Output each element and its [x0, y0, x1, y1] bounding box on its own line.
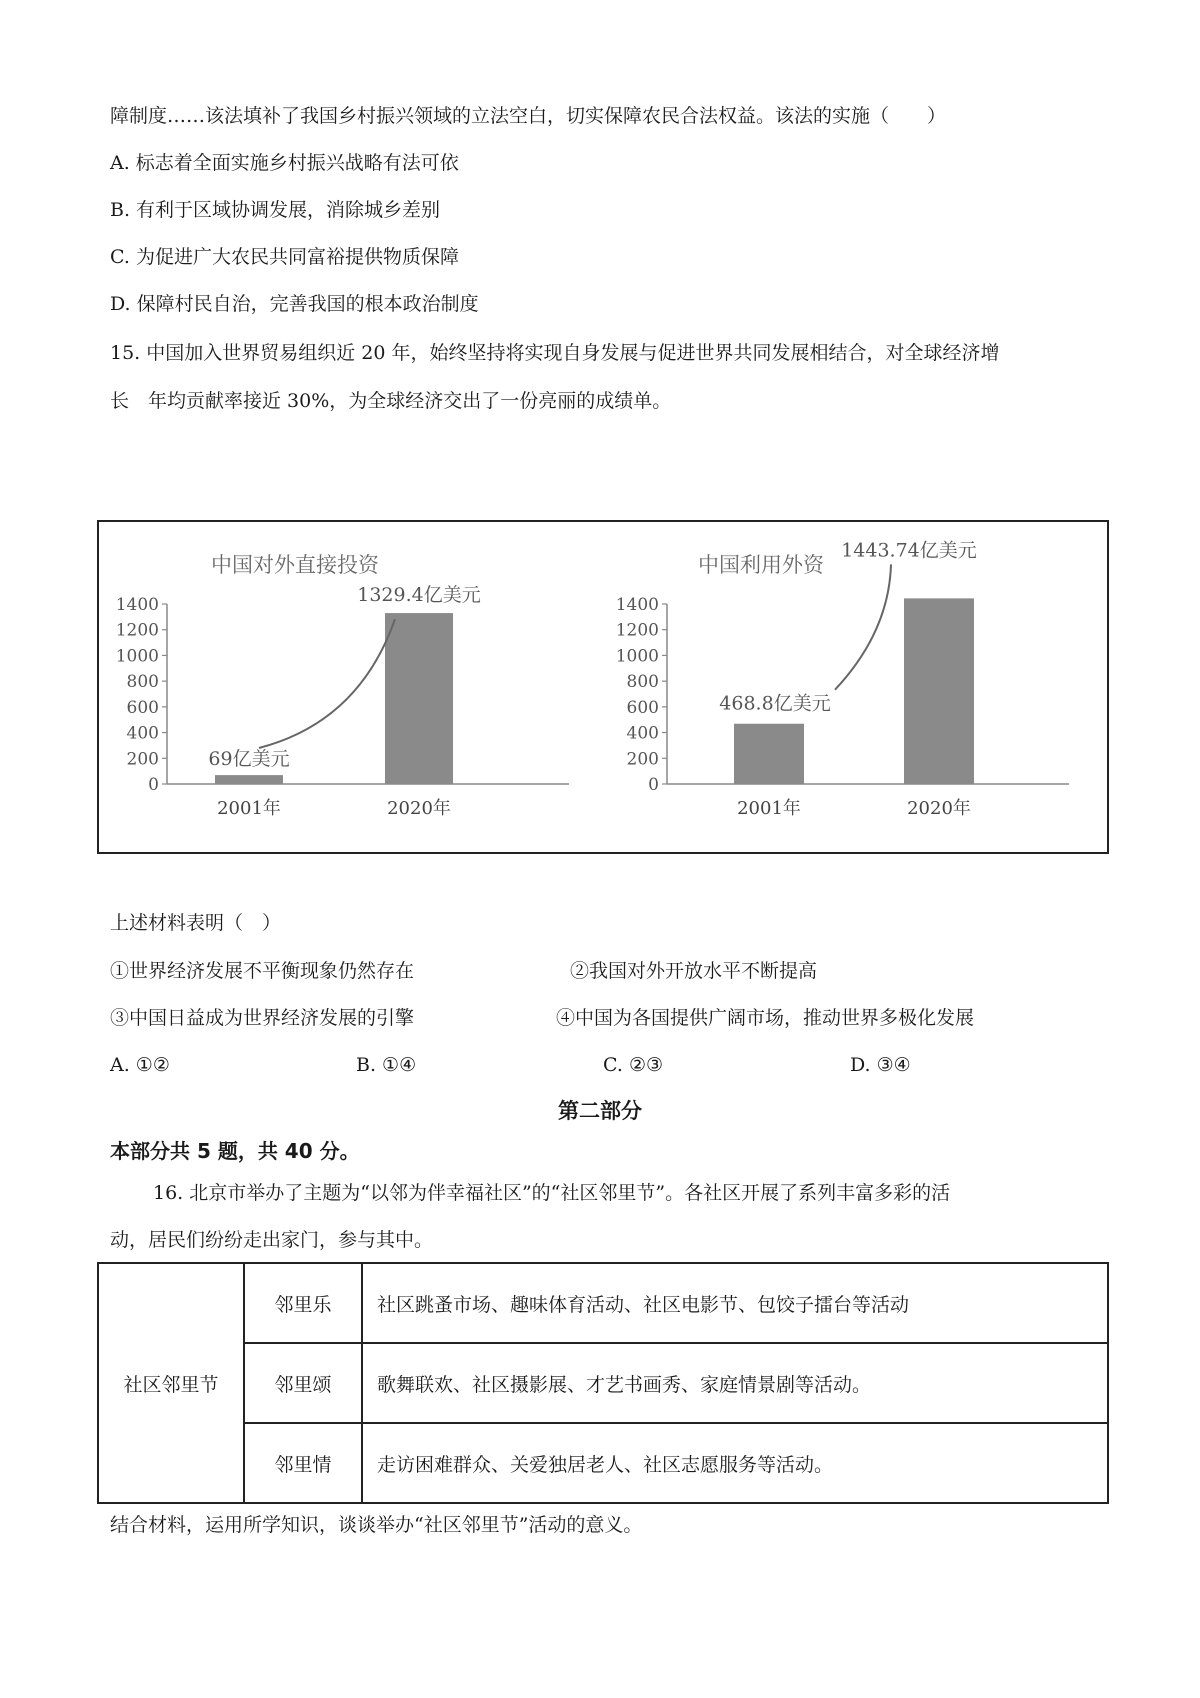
y-tick-label: 800: [626, 672, 659, 693]
bar-2020年: [904, 598, 974, 784]
x-tick-label: 2020年: [387, 798, 451, 819]
part2-subheading: 本部分共 5 题，共 40 分。: [110, 1139, 360, 1163]
y-tick-label: 1400: [615, 595, 659, 615]
q15-choice-d: D. ③④: [850, 1054, 911, 1076]
y-tick-label: 1000: [115, 646, 159, 667]
table-activity-name: 邻里颂: [244, 1343, 362, 1423]
q15-figure: [97, 520, 1109, 854]
y-tick-label: 600: [126, 697, 159, 718]
y-tick-label: 1200: [115, 620, 159, 641]
x-tick-label: 2001年: [737, 798, 801, 819]
part2-heading: 第二部分: [558, 1099, 642, 1123]
q15-question: 上述材料表明（ ）: [110, 912, 282, 934]
x-tick-label: 2020年: [907, 798, 971, 819]
q14-option-a: A. 标志着全面实施乡村振兴战略有法可依: [110, 152, 459, 174]
q15-statement-3: ③中国日益成为世界经济发展的引擎: [110, 1007, 415, 1029]
table-activity-content: 社区跳蚤市场、趣味体育活动、社区电影节、包饺子擂台等活动: [362, 1263, 1108, 1343]
q16-stem-line2: 动，居民们纷纷走出家门，参与其中。: [110, 1229, 434, 1251]
table-activity-name: 邻里乐: [244, 1263, 362, 1343]
y-tick-label: 400: [626, 723, 659, 744]
table-activity-content: 歌舞联欢、社区摄影展、才艺书画秀、家庭情景剧等活动。: [362, 1343, 1108, 1423]
bar-2001年: [215, 775, 283, 784]
growth-arrow: [835, 564, 891, 689]
q14-option-b: B. 有利于区域协调发展，消除城乡差别: [110, 199, 441, 221]
q14-option-c: C. 为促进广大农民共同富裕提供物质保障: [110, 246, 459, 268]
growth-arrow: [259, 619, 395, 748]
bar-2001年: [734, 724, 804, 784]
table-row: [98, 1423, 1108, 1503]
table-row: [98, 1263, 1108, 1343]
q15-choice-c: C. ②③: [603, 1054, 664, 1076]
q15-statement-2: ②我国对外开放水平不断提高: [570, 960, 818, 982]
y-tick-label: 800: [126, 672, 159, 693]
table-group-cell: 社区邻里节: [98, 1263, 244, 1503]
q16-stem-line1: 16. 北京市举办了主题为“以邻为伴幸福社区”的“社区邻里节”。各社区开展了系列丰富多彩的活: [153, 1182, 951, 1204]
q14-stem: 障制度……该法填补了我国乡村振兴领域的立法空白，切实保障农民合法权益。该法的实施（ ）: [110, 105, 947, 127]
x-tick-label: 2001年: [217, 798, 281, 819]
y-tick-label: 600: [626, 697, 659, 718]
chart-foreign-capital: [609, 532, 1089, 842]
q15-stem-line1: 15. 中国加入世界贸易组织近 20 年，始终坚持将实现自身发展与促进世界共同发展相结合，对全球经济增: [110, 342, 1000, 364]
q16-table: [97, 1262, 1109, 1504]
chart-outward-investment: [109, 532, 589, 842]
q16-prompt: 结合材料，运用所学知识，谈谈举办“社区邻里节”活动的意义。: [110, 1514, 643, 1536]
chart-title: 中国利用外资: [698, 553, 824, 577]
value-label: 1443.74亿美元: [841, 539, 977, 562]
q15-statement-1: ①世界经济发展不平衡现象仍然存在: [110, 960, 415, 982]
value-label: 69亿美元: [208, 748, 290, 771]
y-tick-label: 400: [126, 723, 159, 744]
table-activity-content: 走访困难群众、关爱独居老人、社区志愿服务等活动。: [362, 1423, 1108, 1503]
bar-2020年: [385, 613, 453, 784]
y-tick-label: 1400: [115, 595, 159, 615]
y-tick-label: 0: [148, 775, 159, 795]
table-row: [98, 1343, 1108, 1423]
q15-stem-line2: 长 年均贡献率接近 30%，为全球经济交出了一份亮丽的成绩单。: [110, 390, 672, 412]
y-tick-label: 1000: [615, 646, 659, 667]
chart-title: 中国对外直接投资: [211, 553, 379, 577]
value-label: 1329.4亿美元: [357, 584, 481, 607]
y-tick-label: 0: [648, 775, 659, 795]
y-tick-label: 1200: [615, 620, 659, 641]
q14-option-d: D. 保障村民自治，完善我国的根本政治制度: [110, 293, 479, 315]
table-activity-name: 邻里情: [244, 1423, 362, 1503]
q15-choice-a: A. ①②: [110, 1054, 170, 1076]
q15-statement-4: ④中国为各国提供广阔市场，推动世界多极化发展: [556, 1007, 975, 1029]
q15-choice-b: B. ①④: [356, 1054, 417, 1076]
value-label: 468.8亿美元: [719, 692, 831, 715]
y-tick-label: 200: [126, 749, 159, 770]
y-tick-label: 200: [626, 749, 659, 770]
